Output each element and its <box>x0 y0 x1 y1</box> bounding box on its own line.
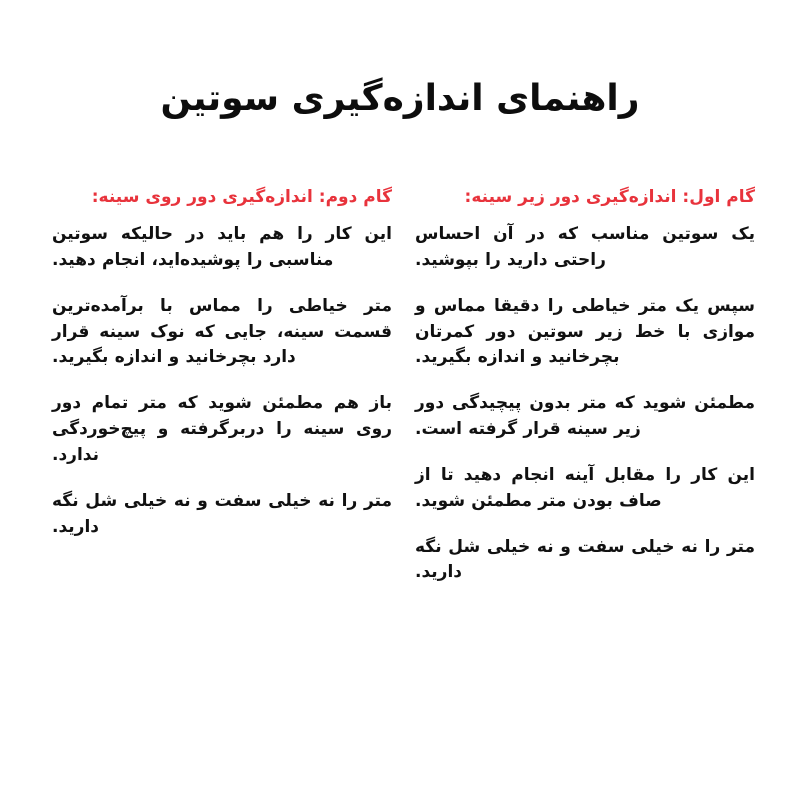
page-title: راهنمای اندازه‌گیری سوتین <box>160 78 640 120</box>
step-two-paragraph: متر خیاطی را مماس با برآمده‌ترین قسمت سینه، جایی که نوک سینه قرار دارد بچرخانید و اندازه بگیرید. <box>52 295 392 368</box>
step-two-paragraphs <box>52 222 392 540</box>
step-two-column <box>52 186 392 540</box>
step-one-paragraphs <box>415 222 755 586</box>
step-one-paragraph: سپس یک متر خیاطی را دقیقا مماس و موازی با خط زیر سوتین دور کمرتان بچرخانید و اندازه بگیرید. <box>415 295 755 368</box>
step-one-paragraph: این کار را مقابل آینه انجام دهید تا از صاف بودن متر مطمئن شوید. <box>415 464 755 511</box>
step-two-paragraph: این کار را هم باید در حالیکه سوتین مناسبی را پوشیده‌اید، انجام دهید. <box>52 224 392 270</box>
step-two-paragraph: متر را نه خیلی سفت و نه خیلی شل نگه دارید. <box>52 490 392 537</box>
step-two-heading: گام دوم: اندازه‌گیری دور روی سینه: <box>91 187 392 207</box>
step-one-paragraph: متر را نه خیلی سفت و نه خیلی شل نگه دارید. <box>415 536 755 583</box>
step-one-paragraph: یک سوتین مناسب که در آن احساس راحتی دارید را بپوشید. <box>415 224 755 270</box>
page-title-container <box>0 52 800 145</box>
steps-columns <box>0 186 800 646</box>
step-one-column <box>415 186 755 586</box>
step-one-heading: گام اول: اندازه‌گیری دور زیر سینه: <box>464 187 755 207</box>
step-one-paragraph: مطمئن شوید که متر بدون پیچیدگی دور زیر سینه قرار گرفته است. <box>415 393 755 440</box>
step-two-paragraph: باز هم مطمئن شوید که متر تمام دور روی سینه را دربرگرفته و پیچ‌خوردگی ندارد. <box>52 393 392 465</box>
